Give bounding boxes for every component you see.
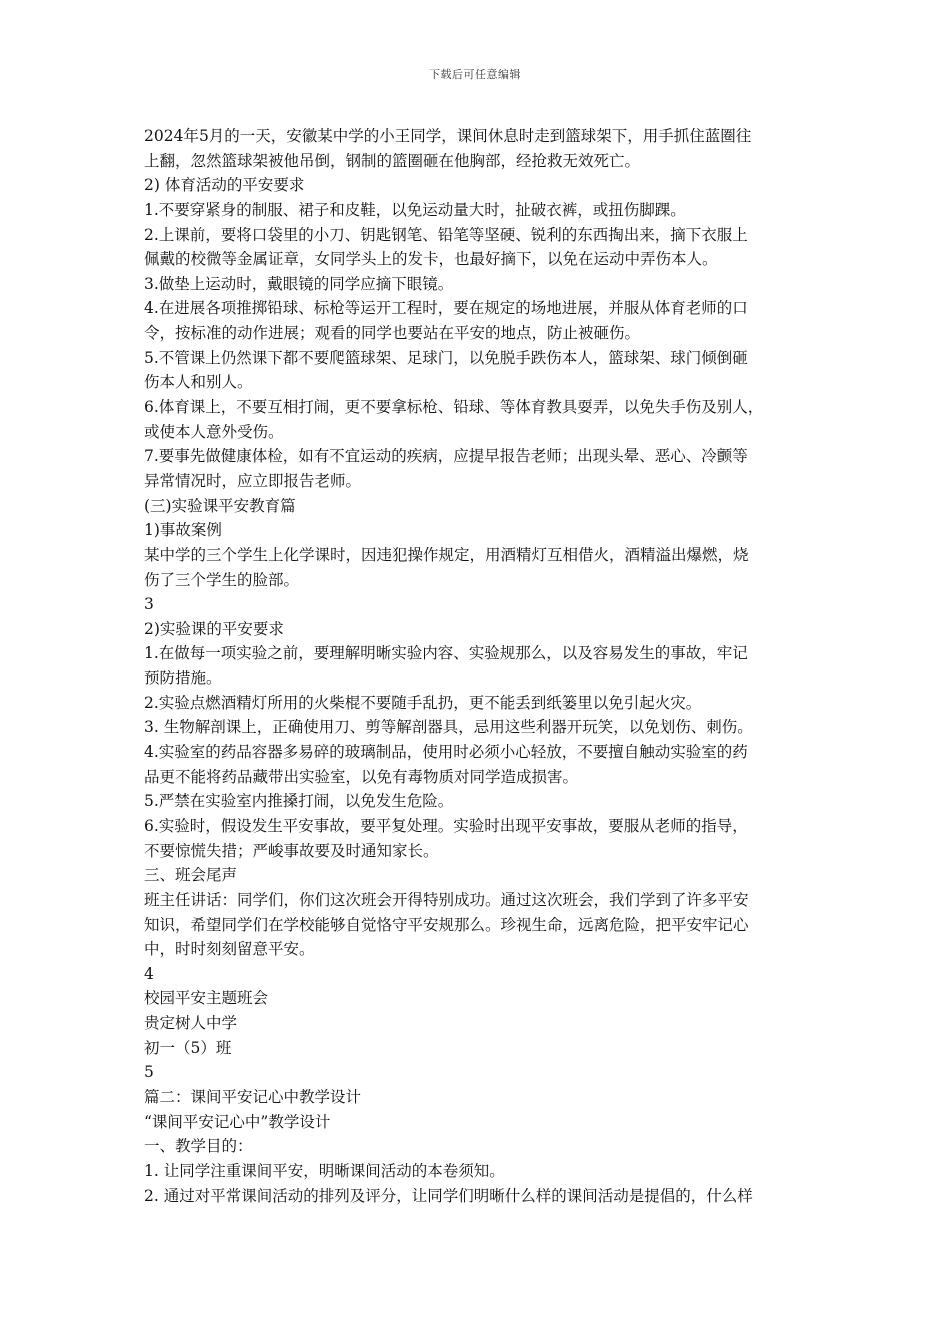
text-line: 4.实验室的药品容器多易碎的玻璃制品，使用时必须小心轻放，不要擅自触动实验室的药 bbox=[144, 743, 748, 762]
text-line: 6.体育课上，不要互相打闹，更不要拿标枪、铅球、等体育教具耍弄，以免失手伤及别人， bbox=[144, 398, 764, 417]
page-number: 4 bbox=[144, 964, 154, 983]
text-line: 1.在做每一项实验之前，要理解明晰实验内容、实验规那么，以及容易发生的事故，牢记 bbox=[144, 644, 748, 663]
text-line: 知识，希望同学们在学校能够自觉恪守平安规那么。珍视生命，远离危险，把平安牢记心 bbox=[144, 915, 749, 934]
text-line: 上翻，忽然篮球架被他吊倒，钢制的篮圈砸在他胸部，经抢救无效死亡。 bbox=[144, 151, 641, 170]
section-heading: 三、班会尾声 bbox=[144, 866, 238, 885]
text-line: 预防措施。 bbox=[144, 669, 222, 688]
section-heading: 2)实验课的平安要求 bbox=[144, 619, 284, 638]
text-line: 伤本人和别人。 bbox=[144, 373, 253, 392]
text-line: 3. 生物解剖课上，正确使用刀、剪等解剖器具，忌用这些利器开玩笑，以免划伤、刺伤。 bbox=[144, 718, 753, 737]
text-line: 7.要事先做健康体检，如有不宜运动的疾病，应提早报告老师；出现头晕、恶心、冷颤等 bbox=[144, 447, 748, 466]
text-line: 2024年5月的一天，安徽某中学的小王同学，课间休息时走到篮球架下，用手抓住蓝圈往 bbox=[144, 127, 752, 145]
text-line: 2.上课前，要将口袋里的小刀、钥匙钢笔、铅笔等坚硬、锐利的东西掏出来，摘下衣服上 bbox=[144, 225, 748, 244]
text-line: 品更不能将药品藏带出实验室，以免有毒物质对同学造成损害。 bbox=[144, 767, 579, 786]
page-number: 5 bbox=[144, 1063, 154, 1082]
text-line: 异常情况时，应立即报告老师。 bbox=[144, 471, 362, 490]
text-line: 佩戴的校微等金属证章，女同学头上的发卡，也最好摘下，以免在运动中弄伤本人。 bbox=[144, 250, 718, 269]
section-heading: 篇二：课间平安记心中教学设计 bbox=[144, 1087, 362, 1106]
text-line: 贵定树人中学 bbox=[144, 1014, 238, 1033]
text-line: 初一（5）班 bbox=[144, 1038, 232, 1057]
text-line: 1. 让同学注重课间平安，明晰课间活动的本卷须知。 bbox=[144, 1161, 505, 1180]
section-heading: 2) 体育活动的平安要求 bbox=[144, 176, 305, 195]
page-number: 3 bbox=[144, 595, 154, 614]
text-line: 5.严禁在实验室内推搡打闹，以免发生危险。 bbox=[144, 792, 454, 811]
text-line: 1.不要穿紧身的制服、裙子和皮鞋，以免运动量大时，扯破衣裤，或扭伤脚踝。 bbox=[144, 200, 686, 219]
text-line: 6.实验时，假设发生平安事故，要平复处理。实验时出现平安事故，要服从老师的指导， bbox=[144, 816, 748, 835]
section-heading: 一、教学目的： bbox=[144, 1137, 253, 1156]
text-line: 4.在进展各项推掷铅球、标枪等运开工程时，要在规定的场地进展，并服从体育老师的口 bbox=[144, 299, 748, 318]
text-line: 校园平安主题班会 bbox=[144, 989, 269, 1008]
text-line: 2. 通过对平常课间活动的排列及评分，让同学们明晰什么样的课间活动是提倡的，什么样 bbox=[144, 1186, 753, 1205]
text-line: 2.实验点燃酒精灯所用的火柴棍不要随手乱扔，更不能丢到纸篓里以免引起火灾。 bbox=[144, 693, 702, 712]
text-line: 或使本人意外受伤。 bbox=[144, 422, 284, 441]
text-line: 5.不管课上仍然课下都不要爬篮球架、足球门，以免脱手跌伤本人，篮球架、球门倾倒砸 bbox=[144, 348, 748, 367]
text-line: 中，时时刻刻留意平安。 bbox=[144, 940, 315, 959]
text-line: 3.做垫上运动时，戴眼镜的同学应摘下眼镜。 bbox=[144, 274, 454, 293]
page-header-note: 下载后可任意编辑 bbox=[429, 68, 521, 81]
document-body bbox=[144, 124, 816, 1208]
section-heading: (三)实验课平安教育篇 bbox=[144, 496, 296, 515]
section-heading: 1)事故案例 bbox=[144, 521, 222, 540]
section-heading: “课间平安记心中”教学设计 bbox=[144, 1112, 331, 1131]
text-line: 某中学的三个学生上化学课时，因违犯操作规定，用酒精灯互相借火，酒精溢出爆燃，烧 bbox=[144, 545, 749, 564]
text-line: 令，按标准的动作进展；观看的同学也要站在平安的地点，防止被砸伤。 bbox=[144, 324, 641, 343]
text-line: 伤了三个学生的脸部。 bbox=[144, 570, 300, 589]
text-line: 不要惊慌失措；严峻事故要及时通知家长。 bbox=[144, 841, 439, 860]
text-line: 班主任讲话：同学们，你们这次班会开得特别成功。通过这次班会，我们学到了许多平安 bbox=[144, 890, 749, 909]
